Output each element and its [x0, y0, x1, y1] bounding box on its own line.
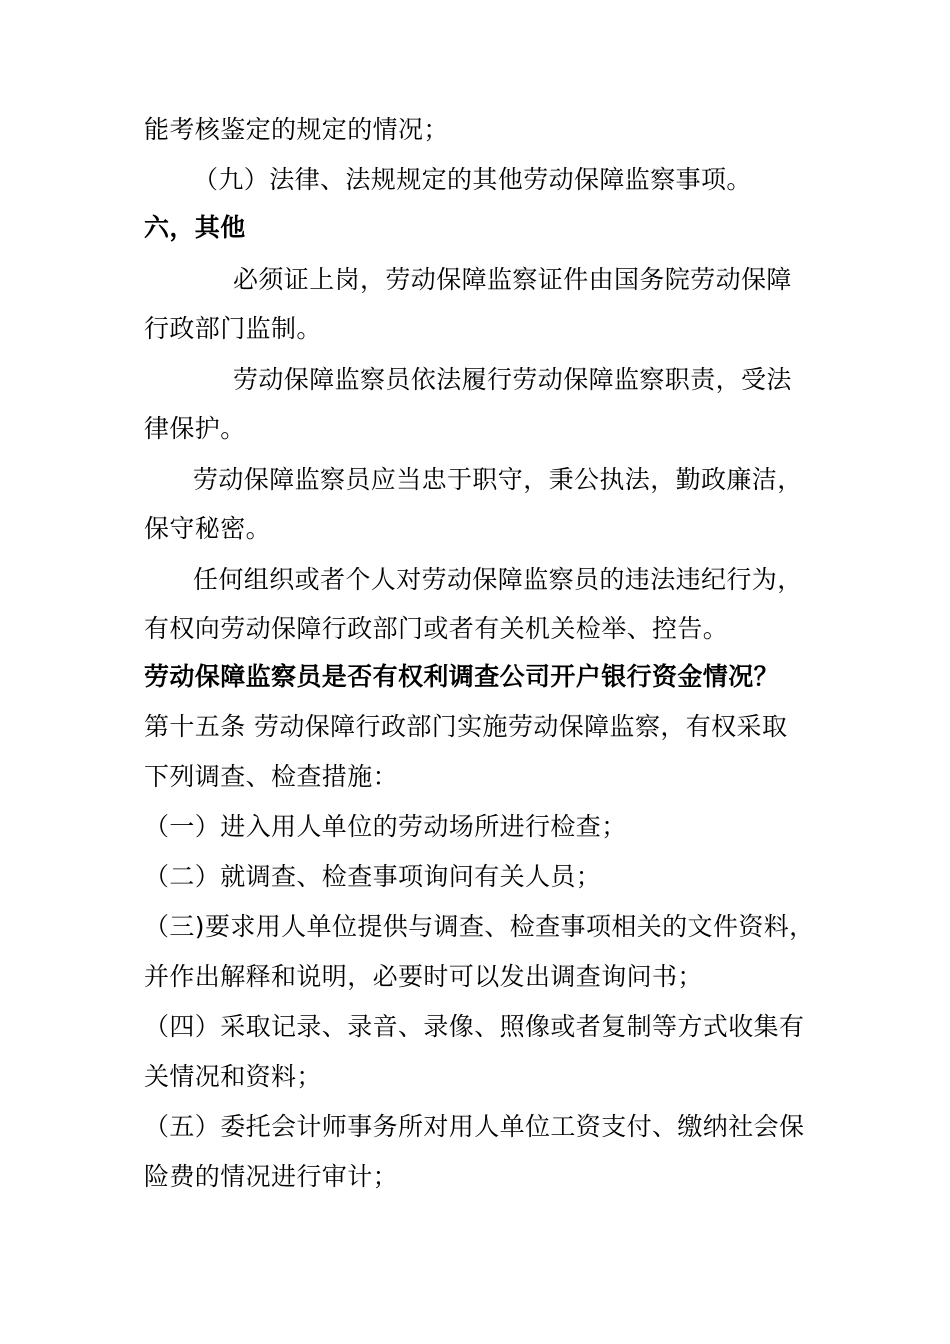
text-line: 有权向劳动保障行政部门或者有关机关检举、控告。	[144, 614, 729, 643]
text-line: （三)要求用人单位提供与调查、检查事项相关的文件资料，	[144, 912, 815, 941]
text-line: 险费的情况进行审计；	[144, 1162, 399, 1191]
text-line: 关情况和资料；	[144, 1062, 322, 1091]
text-line: （五）委托会计师事务所对用人单位工资支付、缴纳社会保	[144, 1112, 805, 1141]
text-line: （一）进入用人单位的劳动场所进行检查；	[144, 812, 627, 841]
question-heading: 劳动保障监察员是否有权利调查公司开户银行资金情况？	[144, 662, 780, 691]
text-line: （二）就调查、检查事项询问有关人员；	[144, 862, 602, 891]
text-line: 劳动保障监察员应当忠于职守，秉公执法，勤政廉洁，	[193, 465, 803, 494]
text-line: 律保护。	[144, 414, 246, 443]
text-line: （九）法律、法规规定的其他劳动保障监察事项。	[193, 165, 752, 194]
text-line: （四）采取记录、录音、录像、照像或者复制等方式收集有	[144, 1012, 805, 1041]
text-line: 能考核鉴定的规定的情况；	[144, 115, 449, 144]
text-line: 下列调查、检查措施：	[144, 762, 399, 791]
section-heading: 六，其他	[144, 213, 246, 242]
text-line: 行政部门监制。	[144, 314, 322, 343]
text-line: 任何组织或者个人对劳动保障监察员的违法违纪行为，	[193, 565, 803, 594]
text-line: 第十五条 劳动保障行政部门实施劳动保障监察，有权采取	[144, 712, 788, 741]
text-line: 必须证上岗，劳动保障监察证件由国务院劳动保障	[233, 265, 792, 294]
text-line: 保守秘密。	[144, 514, 272, 543]
text-line: 劳动保障监察员依法履行劳动保障监察职责，受法	[233, 365, 792, 394]
text-line: 并作出解释和说明，必要时可以发出调查询问书；	[144, 962, 703, 991]
